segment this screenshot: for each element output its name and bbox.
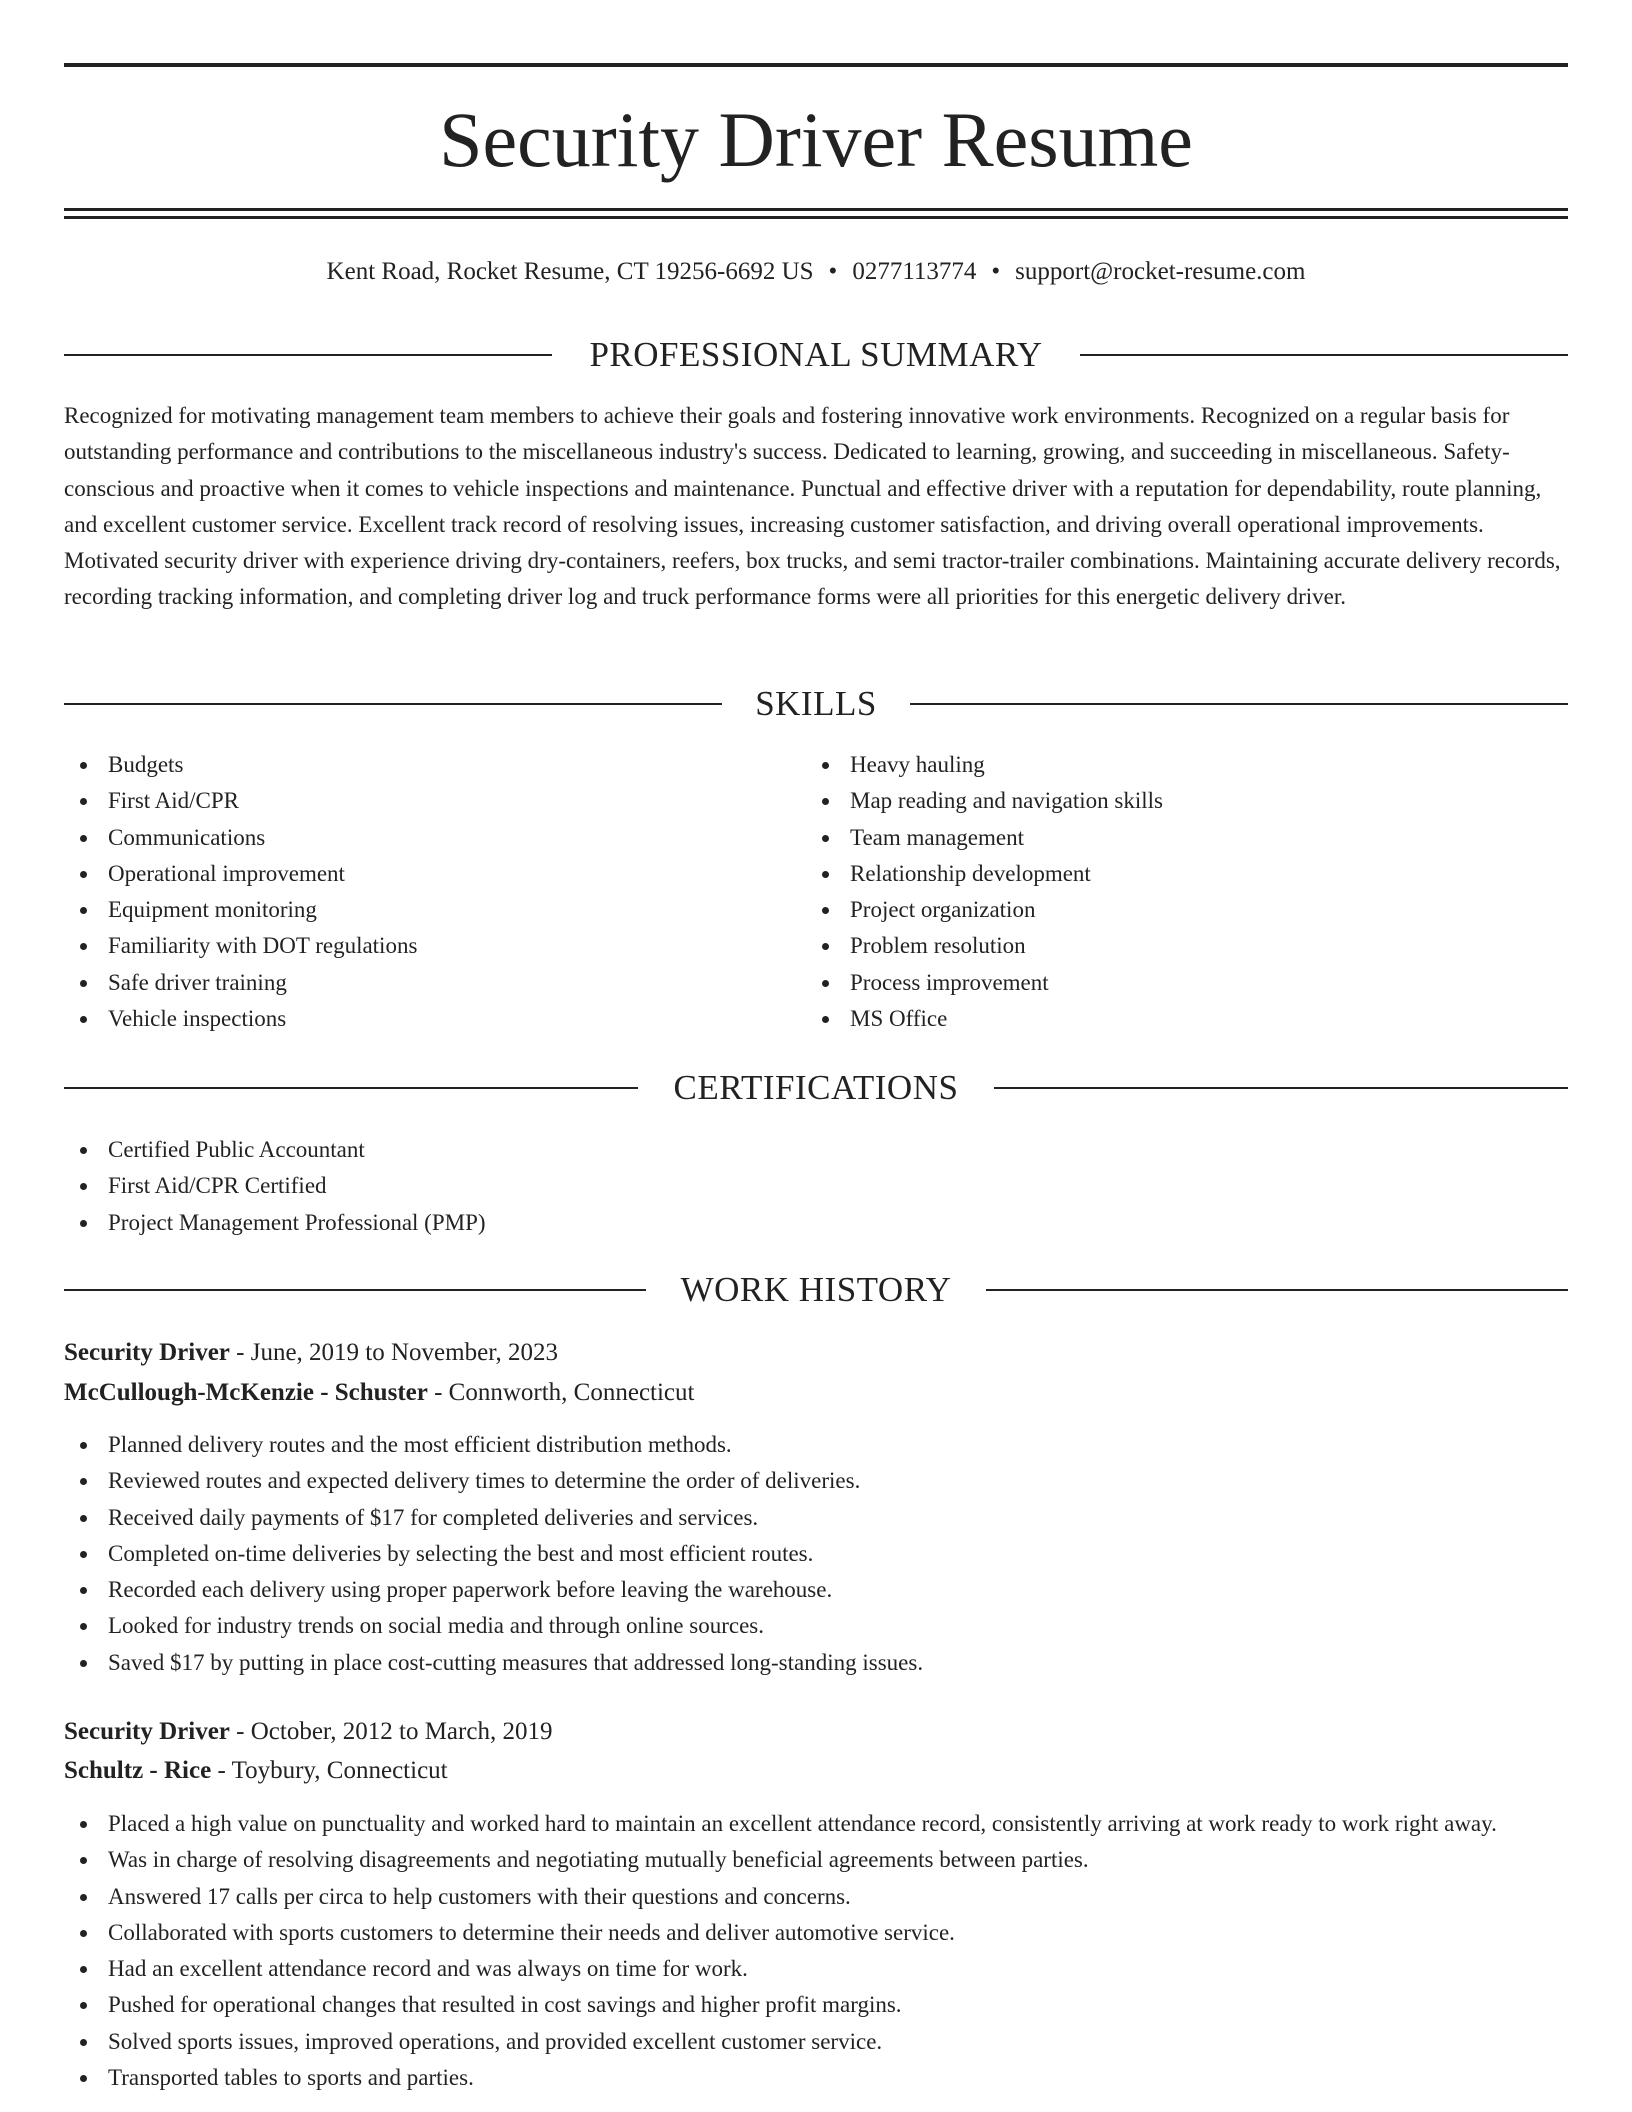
section-heading-label: SKILLS xyxy=(755,684,877,723)
certification-item: First Aid/CPR Certified xyxy=(64,1168,1568,1204)
skill-item: Heavy hauling xyxy=(806,747,1546,783)
contact-address: Kent Road, Rocket Resume, CT 19256-6692 US xyxy=(326,258,814,285)
job-bullet: Recorded each delivery using proper paperwork before leaving the warehouse. xyxy=(64,1572,1568,1608)
section-heading-work-history xyxy=(64,1268,1568,1312)
job-bullet: Completed on-time deliveries by selecting the best and most efficient routes. xyxy=(64,1536,1568,1572)
skill-item: Problem resolution xyxy=(806,928,1546,964)
job-company: Schultz - Rice xyxy=(64,1757,212,1784)
job-company-line: McCullough-McKenzie - Schuster - Connworth, Connecticut xyxy=(64,1379,695,1406)
job-company-line: Schultz - Rice - Toybury, Connecticut xyxy=(64,1757,448,1784)
heading-rule-right xyxy=(986,1289,1568,1291)
job-bullet: Looked for industry trends on social media and through online sources. xyxy=(64,1608,1568,1644)
job-bullet: Placed a high value on punctuality and worked hard to maintain an excellent attendance record, consistently arriving at work ready to work right away. xyxy=(64,1806,1568,1842)
skill-item: Map reading and navigation skills xyxy=(806,783,1546,819)
job-dates: October, 2012 to March, 2019 xyxy=(250,1718,553,1745)
job-bullets xyxy=(64,1427,1568,1681)
section-heading-summary xyxy=(64,333,1568,377)
contact-separator: • xyxy=(828,258,838,285)
heading-rule-right xyxy=(910,703,1568,705)
job-bullet: Received daily payments of $17 for completed deliveries and services. xyxy=(64,1500,1568,1536)
job-bullet: Reviewed routes and expected delivery times to determine the order of deliveries. xyxy=(64,1463,1568,1499)
skill-item: MS Office xyxy=(806,1001,1546,1037)
job-dates: June, 2019 to November, 2023 xyxy=(250,1339,559,1366)
section-heading-label: WORK HISTORY xyxy=(680,1270,952,1309)
skill-item: Budgets xyxy=(64,747,804,783)
job-title: Security Driver xyxy=(64,1718,230,1745)
skill-item: Communications xyxy=(64,820,804,856)
skill-item: Relationship development xyxy=(806,856,1546,892)
section-heading-label: CERTIFICATIONS xyxy=(673,1068,959,1107)
job-bullet: Transported tables to sports and parties. xyxy=(64,2060,1568,2096)
skill-item: Team management xyxy=(806,820,1546,856)
skill-item: Vehicle inspections xyxy=(64,1001,804,1037)
header-double-rule-top xyxy=(64,208,1568,211)
job-location: Toybury, Connecticut xyxy=(231,1757,448,1784)
job-bullet: Saved $17 by putting in place cost-cutting measures that addressed long-standing issues. xyxy=(64,1645,1568,1681)
contact-line xyxy=(64,254,1568,290)
header-double-rule-bottom xyxy=(64,216,1568,219)
skill-item: Process improvement xyxy=(806,965,1546,1001)
heading-rule-right xyxy=(1080,354,1568,356)
job-company: McCullough-McKenzie - Schuster xyxy=(64,1379,428,1406)
summary-text: Recognized for motivating management team members to achieve their goals and fostering innovative work environments. Recognized on a regular basis for outstanding performance and contributions to the miscellaneous industry's success. Dedicated to learning, growing, and succeeding in miscellaneous. Safety-conscious and proactive when it comes to vehicle inspections and maintenance. Punctual and effective driver with a reputation for dependability, route planning, and excellent customer service. Excellent track record of resolving issues, increasing customer satisfaction, and driving overall operational improvements. Motivated security driver with experience driving dry-containers, reefers, box trucks, and semi tractor-trailer combinations. Maintaining accurate delivery records, recording tracking information, and completing driver log and truck performance forms were all priorities for this energetic delivery driver. xyxy=(64,403,1561,610)
skill-item: First Aid/CPR xyxy=(64,783,804,819)
contact-phone: 0277113774 xyxy=(852,258,977,285)
section-heading-certifications xyxy=(64,1066,1568,1110)
job-bullet: Solved sports issues, improved operations, and provided excellent customer service. xyxy=(64,2024,1568,2060)
section-heading-label: PROFESSIONAL SUMMARY xyxy=(589,335,1043,374)
skill-item: Operational improvement xyxy=(64,856,804,892)
contact-email: support@rocket-resume.com xyxy=(1015,258,1306,285)
job-bullet: Planned delivery routes and the most efficient distribution methods. xyxy=(64,1427,1568,1463)
job-bullet: Was in charge of resolving disagreements and negotiating mutually beneficial agreements between parties. xyxy=(64,1842,1568,1878)
job-title: Security Driver xyxy=(64,1339,230,1366)
contact-separator: • xyxy=(991,258,1001,285)
job-bullets xyxy=(64,1806,1568,2096)
job-bullet: Answered 17 calls per circa to help customers with their questions and concerns. xyxy=(64,1879,1568,1915)
job-title-line: Security Driver - October, 2012 to March, 2019 xyxy=(64,1718,553,1745)
job-bullet: Pushed for operational changes that resulted in cost savings and higher profit margins. xyxy=(64,1987,1568,2023)
skill-item: Safe driver training xyxy=(64,965,804,1001)
header-top-rule xyxy=(64,63,1568,67)
certification-item: Certified Public Accountant xyxy=(64,1132,1568,1168)
certification-item: Project Management Professional (PMP) xyxy=(64,1205,1568,1241)
certifications-list xyxy=(64,1132,1568,1241)
job-title-line: Security Driver - June, 2019 to November, 2023 xyxy=(64,1339,559,1366)
resume-title: Security Driver Resume xyxy=(439,96,1193,183)
section-heading-skills xyxy=(64,682,1568,726)
job-bullet: Had an excellent attendance record and was always on time for work. xyxy=(64,1951,1568,1987)
job-bullet: Collaborated with sports customers to determine their needs and deliver automotive service. xyxy=(64,1915,1568,1951)
job-location: Connworth, Connecticut xyxy=(448,1379,695,1406)
skills-list-left xyxy=(64,747,804,1037)
skills-list-right xyxy=(806,747,1546,1037)
heading-rule-right xyxy=(994,1087,1568,1089)
skill-item: Project organization xyxy=(806,892,1546,928)
skill-item: Equipment monitoring xyxy=(64,892,804,928)
skill-item: Familiarity with DOT regulations xyxy=(64,928,804,964)
